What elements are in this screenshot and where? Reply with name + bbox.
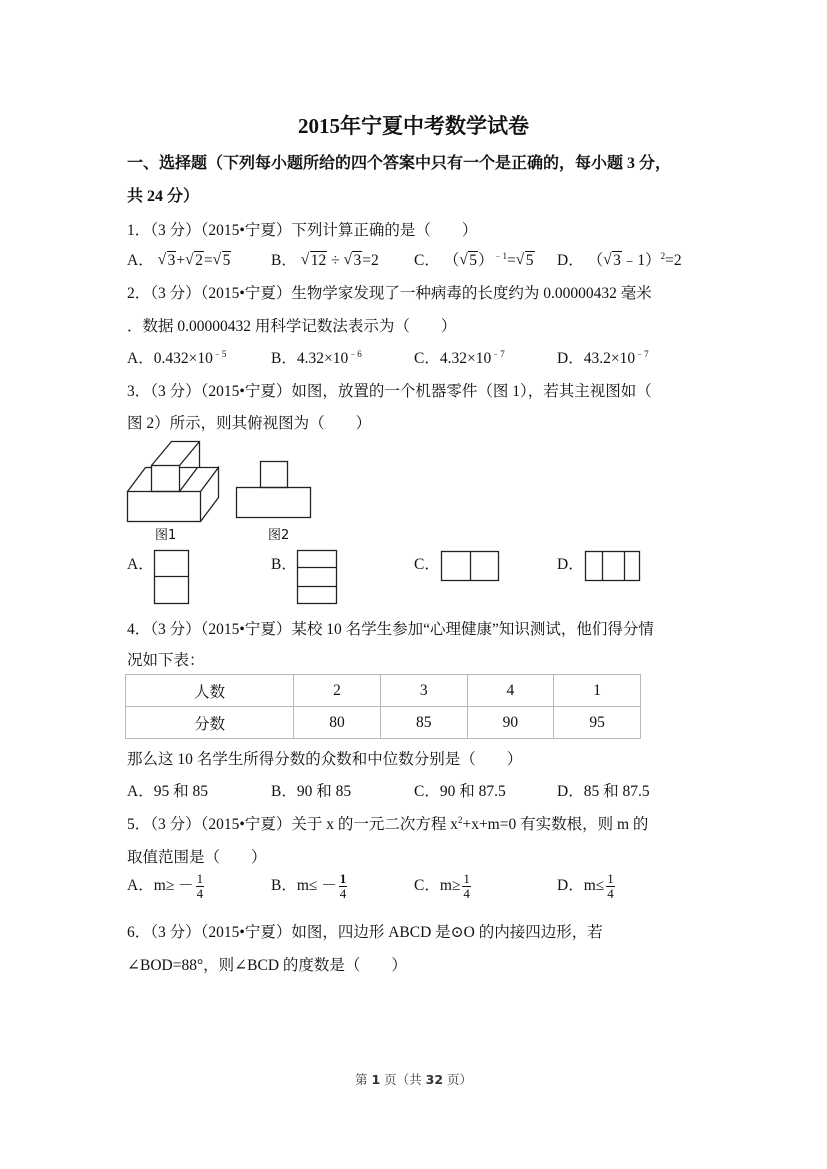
question-1-option-a: A． √ 3+√ 2=√ 5 bbox=[127, 248, 231, 270]
section-heading-line1: 一、选择题（下列每小题所给的四个答案中只有一个是正确的，每小题 3 分， bbox=[127, 155, 672, 172]
figure-2-label: 图2 bbox=[268, 528, 290, 543]
question-2-option-a: A．$0.432\times 10^{﹣5}$ bbox=[127, 348, 227, 367]
question-2-option-d: D．$43.2\times 10^{﹣7}$ bbox=[557, 348, 649, 367]
question-3-option-a-label: A． bbox=[127, 556, 154, 573]
question-3-stem-line1: 3．（3 分）（2015•宁夏）如图，放置的一个机器零件（图 1），若其主视图如（ bbox=[127, 383, 652, 400]
question-1-stem: 1．（3 分）（2015•宁夏）下列计算正确的是（ ） bbox=[127, 222, 478, 239]
figure-2-top-rect bbox=[261, 462, 288, 488]
question-4-option-c: C．90 和 87.5 bbox=[414, 783, 506, 800]
question-6-stem-line1: 6．（3 分）（2015•宁夏）如图，四边形 ABCD 是⊙O 的内接四边形，若 bbox=[127, 924, 603, 941]
question-5-option-b: B．m≤ － $\frac{1}{4}$ bbox=[271, 871, 347, 901]
question-3-stem-line2: 图 2）所示，则其俯视图为（ ） bbox=[127, 415, 372, 432]
question-5-option-c: C．m≥ $\frac{1}{4}$ bbox=[414, 871, 470, 901]
section-heading-line2: 共 24 分） bbox=[127, 188, 200, 205]
question-3-option-b-label: B． bbox=[271, 556, 297, 573]
figure-1-top-block-front bbox=[152, 466, 180, 492]
table-cell: 人数 bbox=[126, 675, 294, 707]
figure-1-edge bbox=[128, 468, 146, 492]
question-5-option-a: A．m≥ － $\frac{1}{4}$ bbox=[127, 871, 204, 901]
question-4-option-b: B．90 和 85 bbox=[271, 783, 352, 800]
question-3-option-c-label: C． bbox=[414, 556, 440, 573]
figure-1-edge bbox=[180, 468, 198, 492]
question-2-stem-line2: ．数据 0.00000432 用科学记数法表示为（ ） bbox=[127, 318, 457, 335]
table-cell: 3 bbox=[380, 675, 467, 707]
table-cell: 80 bbox=[294, 707, 381, 739]
question-6-stem-line2: ∠BOD=88°，则∠BCD 的度数是（ ） bbox=[127, 957, 407, 974]
table-cell: 1 bbox=[554, 675, 641, 707]
figure-1-edge bbox=[180, 442, 200, 466]
question-3-option-b-figure bbox=[296, 549, 338, 607]
table-cell: 4 bbox=[467, 675, 554, 707]
question-4-stem-line2: 况如下表： bbox=[127, 652, 205, 669]
question-2-option-b: B．$4.32\times 10^{﹣6}$ bbox=[271, 348, 362, 367]
table-cell: 2 bbox=[294, 675, 381, 707]
question-2-stem-line1: 2．（3 分）（2015•宁夏）生物学家发现了一种病毒的长度约为 0.00000432 毫米 bbox=[127, 285, 652, 302]
figure-1-machine-part bbox=[120, 435, 230, 527]
question-5-stem-line2: 取值范围是（ ） bbox=[127, 849, 267, 866]
question-4-option-d: D．85 和 87.5 bbox=[557, 783, 650, 800]
table-cell: 90 bbox=[467, 707, 554, 739]
figure-1-front-face bbox=[128, 492, 201, 522]
page-footer: 第 1 页（共 32 页） bbox=[354, 1072, 473, 1087]
question-5-stem-line1: 5．（3 分）（2015•宁夏）关于 x 的一元二次方程 $x^2+x+m=0$ 有实数根，则 m 的 bbox=[127, 814, 649, 833]
table-cell: 分数 bbox=[126, 707, 294, 739]
question-3-option-d-figure bbox=[584, 550, 644, 584]
question-2-option-c: C．$4.32\times 10^{﹣7}$ bbox=[414, 348, 505, 367]
current-page-number: 1 bbox=[371, 1072, 381, 1087]
table-row bbox=[126, 707, 641, 739]
figure-1-label: 图1 bbox=[155, 528, 177, 543]
question-3-option-d-label: D． bbox=[557, 556, 584, 573]
question-4-stem-after: 那么这 10 名学生所得分数的众数和中位数分别是（ ） bbox=[127, 751, 523, 768]
figure-2-front-view bbox=[232, 458, 317, 522]
question-3-option-c-figure bbox=[440, 550, 502, 584]
question-1-option-b: B． √ 12 ÷ √ 3=2 bbox=[271, 248, 379, 270]
question-4-option-a: A．95 和 85 bbox=[127, 783, 208, 800]
page-title: 2015年宁夏中考数学试卷 bbox=[298, 114, 529, 138]
figure-1-right-face bbox=[201, 468, 219, 522]
table-row bbox=[126, 675, 641, 707]
figure-1-top-block-side bbox=[152, 442, 200, 468]
total-pages: 32 bbox=[425, 1072, 444, 1087]
question-1-option-c: C． （√ 5）$^{﹣1}$=√ 5 bbox=[414, 248, 535, 270]
question-3-option-a-figure bbox=[153, 548, 193, 608]
figure-2-base-rect bbox=[237, 488, 311, 518]
score-table bbox=[125, 674, 641, 739]
question-5-option-d: D．m≤ $\frac{1}{4}$ bbox=[557, 871, 614, 901]
question-4-stem-line1: 4．（3 分）（2015•宁夏）某校 10 名学生参加“心理健康”知识测试，他们得分情 bbox=[127, 621, 654, 638]
question-1-option-d: D． （√ 3﹣1）$^2$=2 bbox=[557, 248, 682, 270]
table-cell: 85 bbox=[380, 707, 467, 739]
table-cell: 95 bbox=[554, 707, 641, 739]
